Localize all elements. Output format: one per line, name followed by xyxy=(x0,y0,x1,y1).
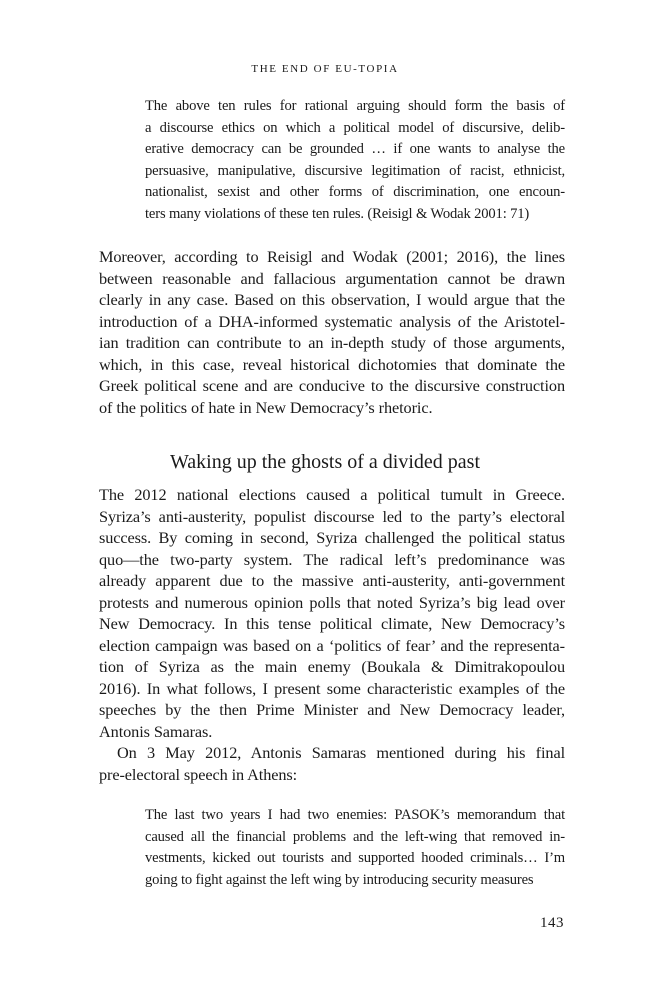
text-line: On 3 May 2012, Antonis Samaras mentioned during his final xyxy=(117,743,565,762)
text-line: protests and numerous opinion polls that noted Syriza’s big lead over xyxy=(99,592,565,612)
text-line: already apparent due to the massive anti-austerity, anti-government xyxy=(99,571,565,590)
text-line: Syriza’s anti-austerity, populist discourse led to the party’s electoral xyxy=(99,506,565,526)
text-line: ian tradition can contribute to an in-depth study of those arguments, xyxy=(99,333,565,352)
text-line: clearly in any case. Based on this observation, I would argue that the xyxy=(99,290,565,309)
text-line: a discourse ethics on which a political model of discursive, delib- xyxy=(145,119,565,136)
block-quote-samaras xyxy=(145,805,565,891)
text-line: 2016). In what follows, I present some characteristic examples of the xyxy=(99,678,565,698)
text-line: erative democracy can be grounded … if one wants to analyse the xyxy=(145,141,565,157)
text-line: election campaign was based on a ‘politics of fear’ and the representa- xyxy=(99,635,565,655)
text-line: The last two years I had two enemies: PASOK’s memorandum that xyxy=(145,807,565,823)
text-line: going to fight against the left wing by introducing security measures xyxy=(145,871,534,888)
text-line: Antonis Samaras. xyxy=(99,721,213,741)
text-line: vestments, kicked out tourists and supported hooded criminals… I’m xyxy=(145,850,565,866)
page-number: 143 xyxy=(540,915,564,931)
text-line: The above ten rules for rational arguing should form the basis of xyxy=(145,98,565,114)
text-line: introduction of a DHA-informed systematic analysis of the Aristotel- xyxy=(99,311,565,331)
text-line: quo—the two-party system. The radical left’s predominance was xyxy=(99,549,565,569)
block-quote-reisigl-wodak xyxy=(145,96,565,225)
text-line: of the politics of hate in New Democracy’s rhetoric. xyxy=(99,397,433,417)
text-line: success. By coming in second, Syriza challenged the political status xyxy=(99,528,565,547)
running-head: THE END OF EU-TOPIA xyxy=(251,63,399,75)
section-heading: Waking up the ghosts of a divided past xyxy=(169,451,480,473)
paragraph-2012-elections xyxy=(99,484,565,785)
text-line: caused all the financial problems and the left-wing that removed in- xyxy=(145,828,565,845)
text-line: speeches by the then Prime Minister and New Democracy leader, xyxy=(99,700,565,719)
text-line: nationalist, sexist and other forms of discrimination, one encoun- xyxy=(145,184,565,200)
text-line: Moreover, according to Reisigl and Wodak (2001; 2016), the lines xyxy=(99,247,565,266)
text-line: Greek political scene and are conducive to the discursive construction xyxy=(99,376,565,395)
text-line: New Democracy. In this tense political climate, New Democracy’s xyxy=(99,614,565,633)
text-line: between reasonable and fallacious argumentation cannot be drawn xyxy=(99,268,565,288)
text-line: The 2012 national elections caused a political tumult in Greece. xyxy=(99,485,565,504)
text-line: tion of Syriza as the main enemy (Boukala & Dimitrakopoulou xyxy=(99,657,565,676)
text-line: persuasive, manipulative, discursive legitimation of racist, ethnicist, xyxy=(145,162,565,179)
text-line: pre-electoral speech in Athens: xyxy=(99,764,298,784)
paragraph-moreover xyxy=(99,246,565,418)
text-line: which, in this case, reveal historical dichotomies that dominate the xyxy=(99,354,565,374)
text-line: ters many violations of these ten rules. (Reisigl & Wodak 2001: 71) xyxy=(145,205,530,222)
